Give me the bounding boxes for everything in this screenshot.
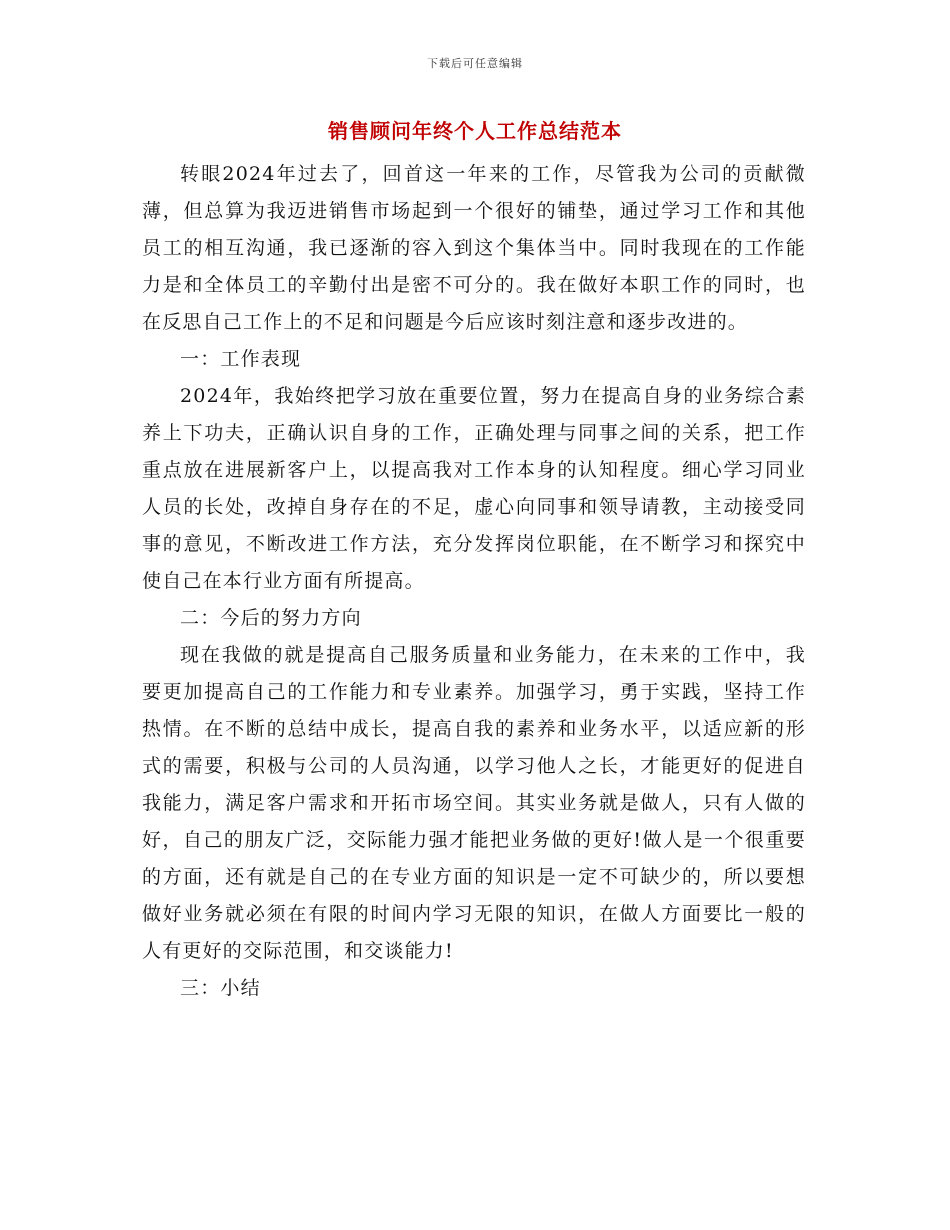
- section-heading-2: 二：今后的努力方向: [180, 607, 362, 629]
- section-heading-3: 三：小结: [180, 977, 261, 999]
- header-note: 下载后可任意编辑: [427, 57, 523, 70]
- paragraph-future-direction: 现在我做的就是提高自己服务质量和业务能力，在未来的工作中，我要更加提高自己的工作能力和专业素养。加强学习，勇于实践，坚持工作热情。在不断的总结中成长，提高自我的素养和业务水平，以适应新的形式的需要，积极与公司的人员沟通，以学习他人之长，才能更好的促进自我能力，满足客户需求和开拓市场空间。其实业务就是做人，只有人做的好，自己的朋友广泛，交际能力强才能把业务做的更好!做人是一个很重要的方面，还有就是自己的在专业方面的知识是一定不可缺少的，所以要想做好业务就必须在有限的时间内学习无限的知识，在做人方面要比一般的人有更好的交际范围，和交谈能力!: [142, 644, 806, 962]
- document-title: 销售顾问年终个人工作总结范本: [328, 119, 622, 143]
- paragraph-intro: 转眼2024年过去了，回首这一年来的工作，尽管我为公司的贡献微薄，但总算为我迈进销售市场起到一个很好的铺垫，通过学习工作和其他员工的相互沟通，我已逐渐的容入到这个集体当中。同时我现在的工作能力是和全体员工的辛勤付出是密不可分的。我在做好本职工作的同时，也在反思自己工作上的不足和问题是今后应该时刻注意和逐步改进的。: [142, 163, 806, 333]
- paragraph-work-performance: 2024年，我始终把学习放在重要位置，努力在提高自身的业务综合素养上下功夫，正确认识自身的工作，正确处理与同事之间的关系，把工作重点放在进展新客户上，以提高我对工作本身的认知程度。细心学习同业人员的长处，改掉自身存在的不足，虚心向同事和领导请教，主动接受同事的意见，不断改进工作方法，充分发挥岗位职能，在不断学习和探究中使自己在本行业方面有所提高。: [142, 385, 806, 592]
- document-body: [142, 156, 806, 1007]
- section-heading-1: 一：工作表现: [180, 348, 302, 370]
